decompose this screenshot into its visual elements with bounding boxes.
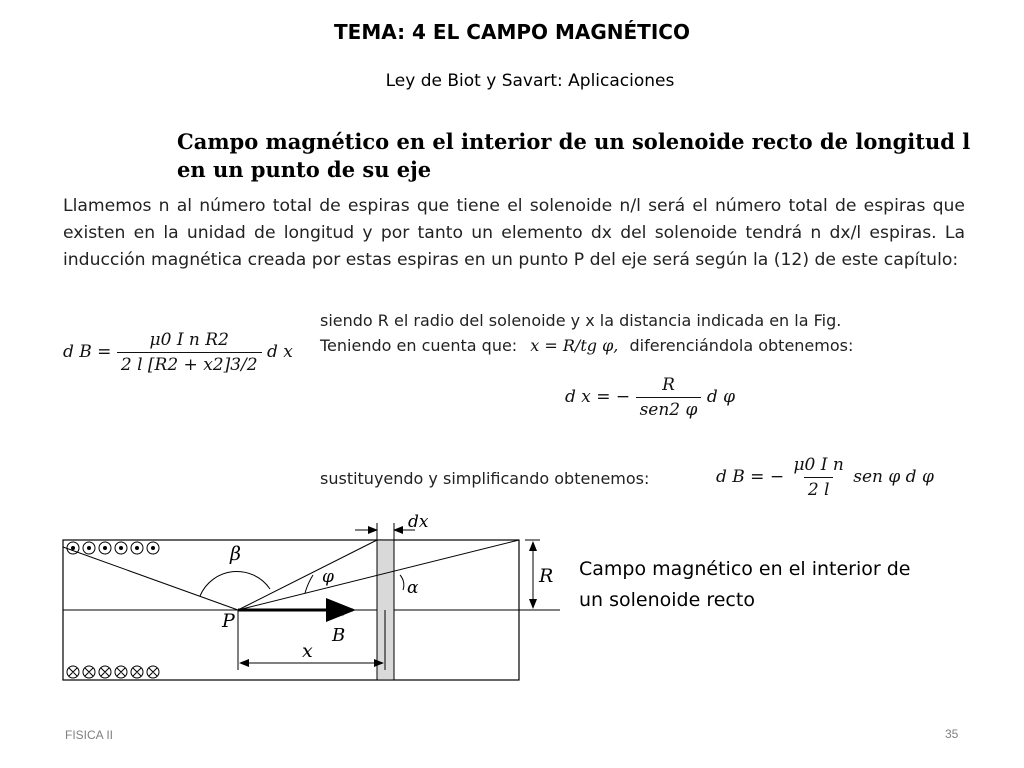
text-teniendo-row	[320, 336, 853, 355]
solenoid-diagram	[55, 505, 565, 690]
label-phi: φ	[322, 567, 334, 587]
eq3-lhs: d B = −	[716, 467, 785, 487]
eq2-numerator: R	[662, 375, 675, 395]
eq1-numerator: μ0 I n R2	[149, 330, 229, 350]
eq-x-def: x = R/tg φ,	[530, 336, 619, 355]
text-teniendo: Teniendo en cuenta que:	[320, 336, 518, 355]
slide-title: TEMA: 4 EL CAMPO MAGNÉTICO	[334, 20, 690, 44]
text-sustituyendo: sustituyendo y simplificando obtenemos:	[320, 469, 650, 488]
intro-paragraph: Llamemos n al número total de espiras que tiene el solenoide n/l será el número total de espiras que existen en la unidad de longitud y por tanto un elemento dx del solenoide tendrá n dx/l espiras. La inducción magnética creada por estas espiras en un punto P del eje será según la (12) de este capítulo:	[63, 196, 965, 270]
eq3-rhs: sen φ d φ	[853, 467, 934, 487]
figure-caption: Campo magnético en el interior de un solenoide recto	[579, 558, 911, 611]
section-heading: Campo magnético en el interior de un solenoide recto de longitud l en un punto de su eje	[177, 129, 971, 182]
coil-crosses-bottom	[67, 666, 159, 678]
eq3-denominator: 2 l	[804, 477, 834, 500]
eq3-numerator: μ0 I n	[793, 455, 844, 475]
label-b: B	[332, 625, 346, 646]
text-diferenciando: diferenciándola obtenemos:	[629, 336, 854, 355]
equation-dx	[565, 375, 735, 420]
footer-course-label: FISICA II	[65, 728, 114, 742]
label-dx: dx	[408, 512, 429, 532]
eq1-rhs: d x	[267, 342, 293, 362]
slide-subtitle: Ley de Biot y Savart: Aplicaciones	[385, 71, 675, 91]
coil-dots-top	[67, 542, 159, 554]
label-beta: β	[230, 543, 241, 565]
label-x: x	[302, 640, 313, 662]
svg-text:→: →	[334, 606, 346, 622]
eq2-denominator: sen2 φ	[636, 397, 702, 420]
eq2-rhs: d φ	[706, 387, 736, 407]
equation-db-integrand	[63, 330, 293, 375]
eq2-lhs: d x = −	[565, 387, 631, 407]
label-r: R	[539, 565, 554, 587]
label-alpha: α	[407, 578, 419, 598]
equation-db-final	[716, 455, 934, 500]
eq1-lhs: d B =	[63, 342, 112, 362]
eq1-denominator: 2 l [R2 + x2]3/2	[117, 352, 262, 375]
page-number: 35	[945, 727, 959, 741]
text-siendo: siendo R el radio del solenoide y x la distancia indicada en la Fig.	[320, 311, 842, 330]
label-p: P	[222, 610, 235, 632]
